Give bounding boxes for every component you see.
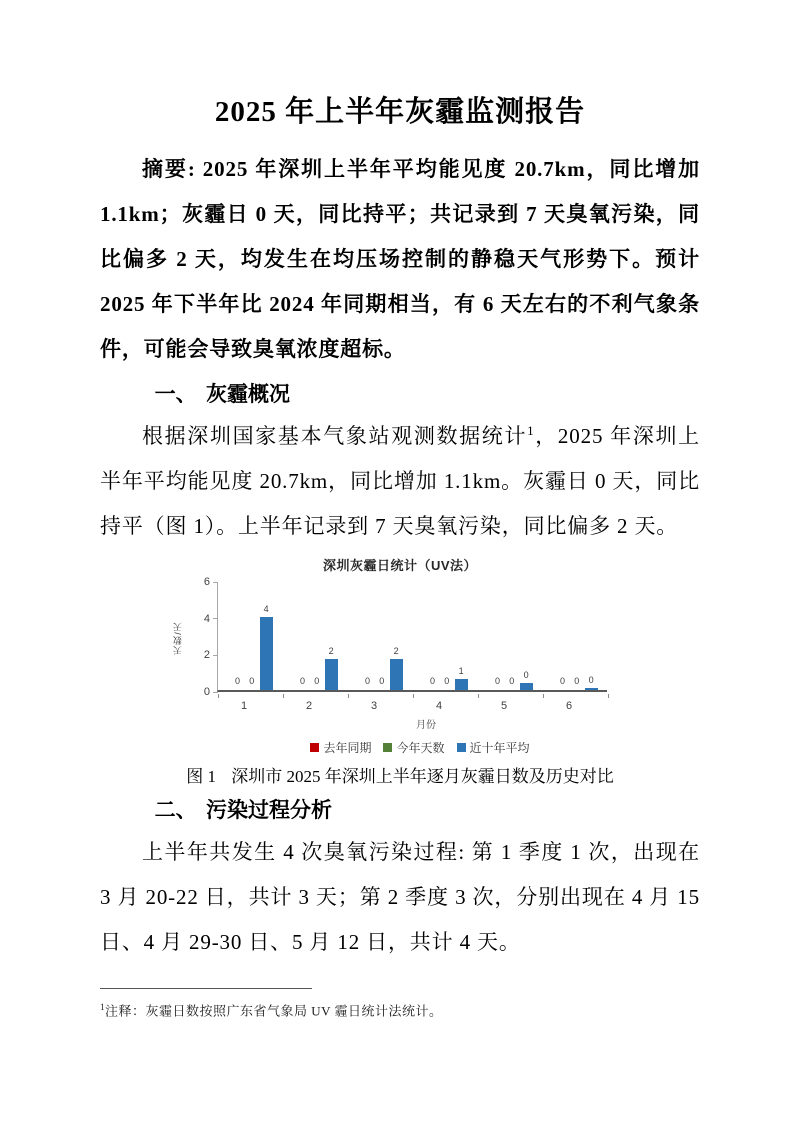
bar-data-label: 0 [494,676,500,686]
x-tick-mark [348,694,349,698]
footnote-text [100,998,700,1020]
chart-plot [203,576,607,712]
section1-text-after-ref: ，2025 年深圳上半年平均能见度 20.7km，同比增加 1.1km。灰霾日 0 天，同比持平（图 1）。上半年记录到 7 天臭氧污染，同比偏多 2 天。 [100,424,701,538]
legend-item [310,739,371,756]
chart-bar [455,679,468,690]
abstract-paragraph: 摘要: 2025 年深圳上半年平均能见度 20.7km，同比增加 1.1km；灰霾日 0 天，同比持平；共记录到 7 天臭氧污染，同比偏多 2 天，均发生在均压场控制的静稳天气形势下。预计 2025 年下半年比 2024 年同期相当，有 6 天左右的不利气象条件，可能会导致臭氧浓度超标。 [100,157,700,361]
legend-item [457,739,530,756]
bar-data-label: 2 [328,645,334,656]
footnote-block [100,988,700,1020]
footnote-divider [100,988,312,989]
bar-data-label: 0 [574,676,580,686]
bar-data-label: 0 [559,676,565,686]
bar-data-label: 2 [393,645,399,656]
figure-caption-label: 图 1 [186,767,216,786]
x-tick-mark [608,694,609,698]
y-tick-label: 2 [203,649,210,662]
y-tick-mark [213,618,218,619]
x-tick-label: 2 [305,700,313,712]
bar-data-label: 0 [364,676,370,686]
y-tick-mark [213,692,218,693]
figure-caption-text: 深圳市 2025 年深圳上半年逐月灰霾日数及历史对比 [231,767,614,786]
legend-swatch-icon [383,743,392,752]
x-tick-mark [283,694,284,698]
x-tick-label: 1 [240,700,248,712]
y-tick-label: 6 [203,576,210,588]
bar-data-label: 0 [444,676,450,686]
page-title: 2025 年上半年灰霾监测报告 [214,96,586,128]
chart-bar [585,688,598,690]
y-tick-label: 0 [203,686,210,698]
legend-label: 近十年平均 [469,741,530,755]
x-tick-mark [543,694,544,698]
legend-label: 今年天数 [396,741,445,755]
bar-data-label: 0 [234,676,240,686]
section1-text-before-ref: 根据深圳国家基本气象站观测数据统计 [142,424,528,448]
chart-area [165,576,635,712]
chart-bar [520,683,533,690]
legend-swatch-icon [457,743,466,752]
chart-bar [325,659,338,690]
bar-data-label: 0 [429,676,435,686]
haze-bar-chart [165,555,635,756]
x-tick-mark [413,694,414,698]
section1-heading [100,380,700,410]
x-tick-label: 6 [565,700,573,712]
bar-data-label: 0 [249,676,255,686]
y-tick-mark [213,582,218,583]
bar-data-label: 0 [509,676,515,686]
section2-heading [100,796,700,826]
bar-data-label: 0 [314,676,320,686]
x-tick-mark [218,694,219,698]
bar-data-label: 0 [588,675,594,686]
footnote-number: 1 [100,1002,105,1012]
section1-title: 灰霾概况 [206,383,291,406]
chart-bar [260,617,273,690]
bar-data-label: 0 [299,676,305,686]
bar-data-label: 4 [263,603,269,614]
footnote-body: 注释：灰霾日数按照广东省气象局 UV 霾日统计法统计。 [105,1003,443,1019]
x-tick-label: 3 [370,700,378,712]
figure-caption [100,766,700,788]
section1-number: 一、 [154,383,197,406]
chart-bar [390,659,403,690]
legend-swatch-icon [310,743,319,752]
y-axis-title: 天数/天 [173,621,183,655]
legend-item [383,739,444,756]
y-tick-label: 4 [203,612,210,625]
bar-data-label: 1 [458,666,464,676]
section2-number: 二、 [154,799,197,822]
bar-data-label: 0 [523,669,529,680]
x-axis-title: 月份 [416,720,436,731]
y-tick-mark [213,655,218,656]
chart-title: 深圳灰霾日统计（UV法） [322,558,478,573]
chart-legend [165,739,635,756]
bar-data-label: 0 [379,676,385,686]
section2-title: 污染过程分析 [206,799,333,822]
footnote-ref-marker: 1 [527,423,535,438]
section2-paragraph: 上半年共发生 4 次臭氧污染过程: 第 1 季度 1 次，出现在 3 月 20-22 日，共计 3 天；第 2 季度 3 次，分别出现在 4 月 15 日、4 月 29-30 日、5 月 12 日，共计 4 天。 [100,840,700,954]
figure-1 [165,555,635,756]
x-tick-label: 4 [435,700,443,712]
section1-paragraph [100,414,700,549]
x-tick-mark [478,694,479,698]
x-tick-label: 5 [500,700,508,712]
legend-label: 去年同期 [323,741,372,755]
